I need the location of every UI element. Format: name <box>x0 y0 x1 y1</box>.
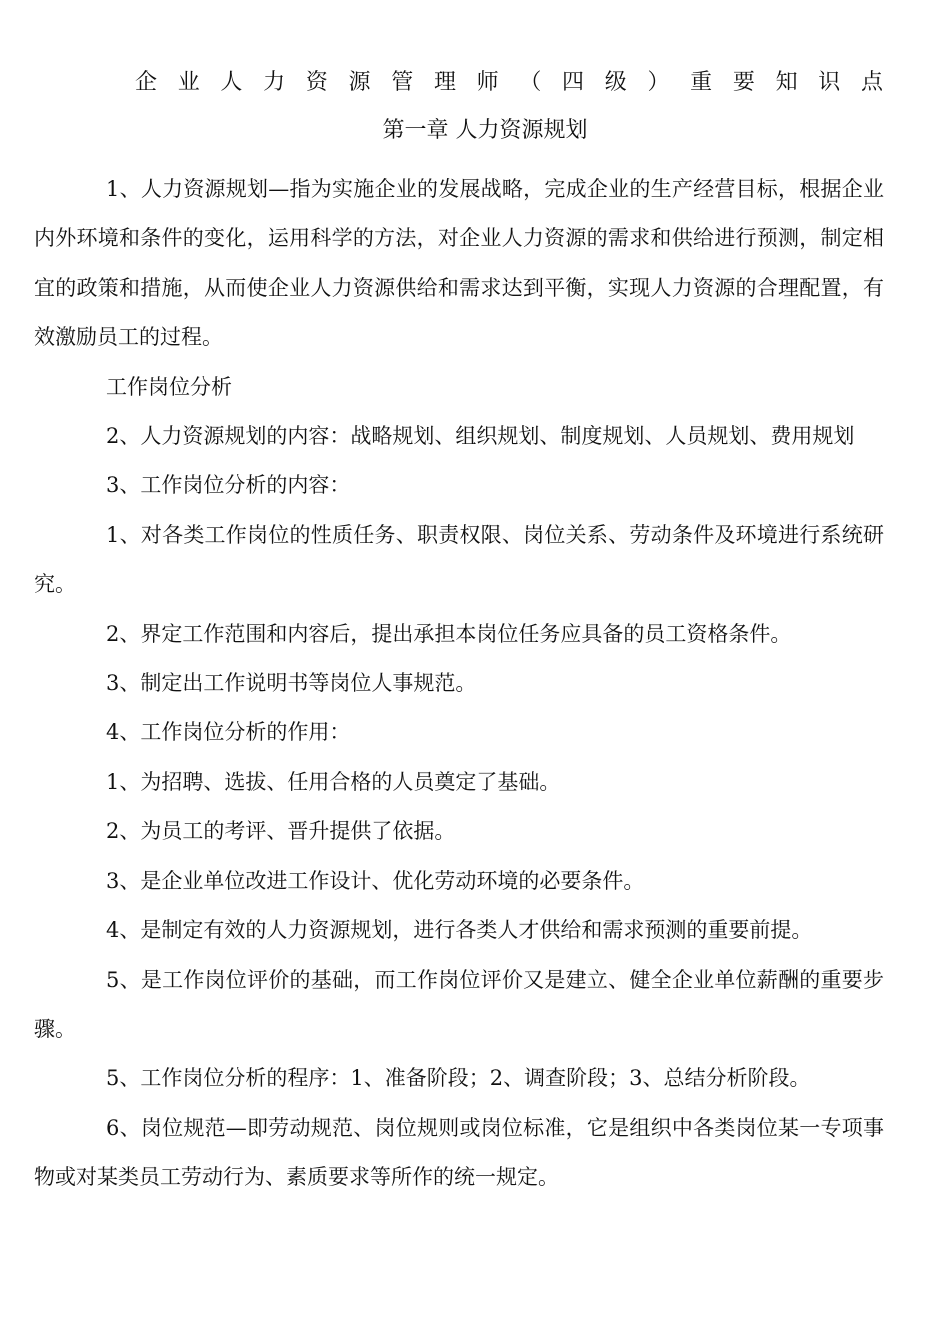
paragraph-analysis-content: 3、工作岗位分析的内容： <box>106 473 351 498</box>
paragraph-list-item: 2、界定工作范围和内容后，提出承担本岗位任务应具备的员工资格条件。 <box>106 621 792 646</box>
paragraph-list-item: 1、为招聘、选拔、任用合格的人员奠定了基础。 <box>106 769 561 794</box>
paragraph-list-item: 3、制定出工作说明书等岗位人事规范。 <box>106 671 477 696</box>
paragraph-job-specification: 6、岗位规范—即劳动规范、岗位规则或岗位标准，它是组织中各类岗位某一专项事物或对某类员工劳动行为、素质要求等所作的统一规定。 <box>34 1115 884 1190</box>
paragraph-list-item: 4、是制定有效的人力资源规划，进行各类人才供给和需求预测的重要前提。 <box>106 918 813 943</box>
paragraph-analysis-role: 4、工作岗位分析的作用： <box>106 720 351 745</box>
paragraph-analysis-procedure: 5、工作岗位分析的程序：1、准备阶段；2、调查阶段；3、总结分析阶段。 <box>106 1066 811 1091</box>
document-title: 企 业 人 力 资 源 管 理 师 （ 四 级 ） 重 要 知 识 点 <box>135 70 883 95</box>
paragraph-planning-content: 2、人力资源规划的内容：战略规划、组织规划、制度规划、人员规划、费用规划 <box>106 424 855 449</box>
paragraph-list-item: 1、对各类工作岗位的性质任务、职责权限、岗位关系、劳动条件及环境进行系统研究。 <box>34 522 884 597</box>
paragraph-list-item: 5、是工作岗位评价的基础，而工作岗位评价又是建立、健全企业单位薪酬的重要步骤。 <box>34 967 884 1041</box>
paragraph-list-item: 3、是企业单位改进工作设计、优化劳动环境的必要条件。 <box>106 868 645 893</box>
paragraph-list-item: 2、为员工的考评、晋升提供了依据。 <box>106 819 456 844</box>
chapter-title: 第一章 人力资源规划 <box>382 118 588 143</box>
document-body <box>34 165 884 1203</box>
paragraph-heading-job-analysis: 工作岗位分析 <box>106 374 232 399</box>
paragraph-definition: 1、人力资源规划—指为实施企业的发展战略，完成企业的生产经营目标，根据企业内外环境和条件的变化，运用科学的方法，对企业人力资源的需求和供给进行预测，制定相宜的政策和措施，从而使企业人力资源供给和需求达到平衡，实现人力资源的合理配置，有效激励员工的过程。 <box>34 177 884 350</box>
